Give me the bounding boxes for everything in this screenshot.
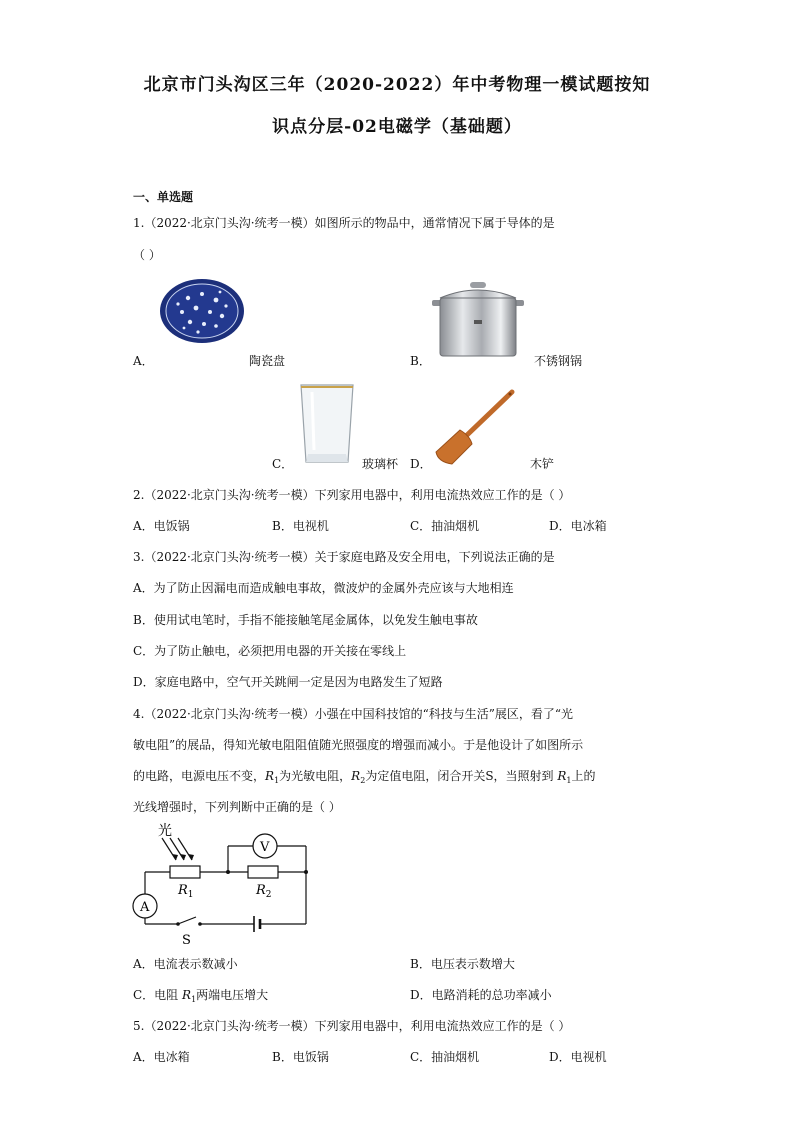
q3-stem: 3.（2022·北京门头沟·统考一模）关于家庭电路及安全用电，下列说法正确的是 [133, 550, 555, 564]
wooden-spatula-image [430, 386, 520, 466]
q2-option-c: C．抽油烟机 [410, 519, 480, 533]
document-title-line-1: 北京市门头沟区三年（2020-2022）年中考物理一模试题按知 [143, 75, 651, 95]
voltmeter-label: V [260, 840, 270, 855]
q1-option-d-letter: D． [410, 457, 432, 471]
ammeter-label: A [140, 900, 150, 915]
q1-option-a-letter: A． [133, 354, 154, 368]
q5-option-d: D．电视机 [549, 1050, 607, 1064]
q1-stem: 1.（2022·北京门头沟·统考一模）如图所示的物品中，通常情况下属于导体的是 [133, 216, 555, 230]
q2-option-b: B．电视机 [272, 519, 329, 533]
q5-option-c: C．抽油烟机 [410, 1050, 480, 1064]
q4-stem-line-2: 敏电阻”的展品，得知光敏电阻阻值随光照强度的增强而减小。于是他设计了如图所示 [133, 738, 584, 752]
q4-stem-line-1: 4.（2022·北京门头沟·统考一模）小强在中国科技馆的“科技与生活”展区，看了“光 [133, 707, 574, 721]
circuit-diagram [128, 818, 318, 948]
q3-option-d: D．家庭电路中，空气开关跳闸一定是因为电路发生了短路 [133, 675, 443, 689]
q1-option-c-label: 玻璃杯 [362, 457, 399, 471]
q3-option-c: C．为了防止触电，必须把用电器的开关接在零线上 [133, 644, 407, 658]
glass-cup-image [298, 382, 356, 466]
q4-stem-line-4: 光线增强时，下列判断中正确的是（ ） [133, 800, 341, 814]
q1-option-a-label: 陶瓷盘 [249, 354, 286, 368]
q1-option-d-label: 木铲 [530, 457, 555, 471]
q1-option-c-letter: C． [272, 457, 294, 471]
q2-option-a: A．电饭锅 [133, 519, 190, 533]
q4-stem-line-3: 的电路，电源电压不变，$R_1$为光敏电阻，$R_2$为定值电阻，闭合开关S，当照射到 $R_1$上的 [133, 769, 596, 785]
q4-option-a: A．电流表示数减小 [133, 957, 238, 971]
section-heading: 一、单选题 [133, 190, 194, 204]
switch-label: S [182, 933, 191, 948]
r2-label: $R_2$ [256, 883, 272, 900]
q2-stem: 2.（2022·北京门头沟·统考一模）下列家用电器中，利用电流热效应工作的是（ ） [133, 488, 571, 502]
switch-s [178, 917, 196, 924]
q2-option-d: D．电冰箱 [549, 519, 607, 533]
r1-resistor [170, 866, 200, 878]
q5-option-b: B．电饭锅 [272, 1050, 329, 1064]
q1-answer-paren: （ ） [133, 248, 161, 262]
q4-option-d: D．电路消耗的总功率减小 [410, 988, 552, 1002]
document-title-line-2: 识点分层-02电磁学（基础题） [272, 117, 522, 137]
r2-resistor [248, 866, 278, 878]
q4-option-b: B．电压表示数增大 [410, 957, 515, 971]
q5-stem: 5.（2022·北京门头沟·统考一模）下列家用电器中，利用电流热效应工作的是（ ） [133, 1019, 571, 1033]
q3-option-a: A．为了防止因漏电而造成触电事故，微波炉的金属外壳应该与大地相连 [133, 581, 514, 595]
q5-option-a: A．电冰箱 [133, 1050, 190, 1064]
q4-option-c: C．电阻 $R_1$两端电压增大 [133, 988, 269, 1004]
ceramic-plate-image [158, 278, 246, 344]
r1-label: $R_1$ [178, 883, 194, 900]
q1-option-b-letter: B． [410, 354, 431, 368]
q3-option-b: B．使用试电笔时，手指不能接触笔尾金属体，以免发生触电事故 [133, 613, 478, 627]
stainless-pot-image [430, 280, 526, 360]
q1-option-b-label: 不锈钢锅 [534, 354, 583, 368]
light-label: 光 [158, 823, 172, 839]
